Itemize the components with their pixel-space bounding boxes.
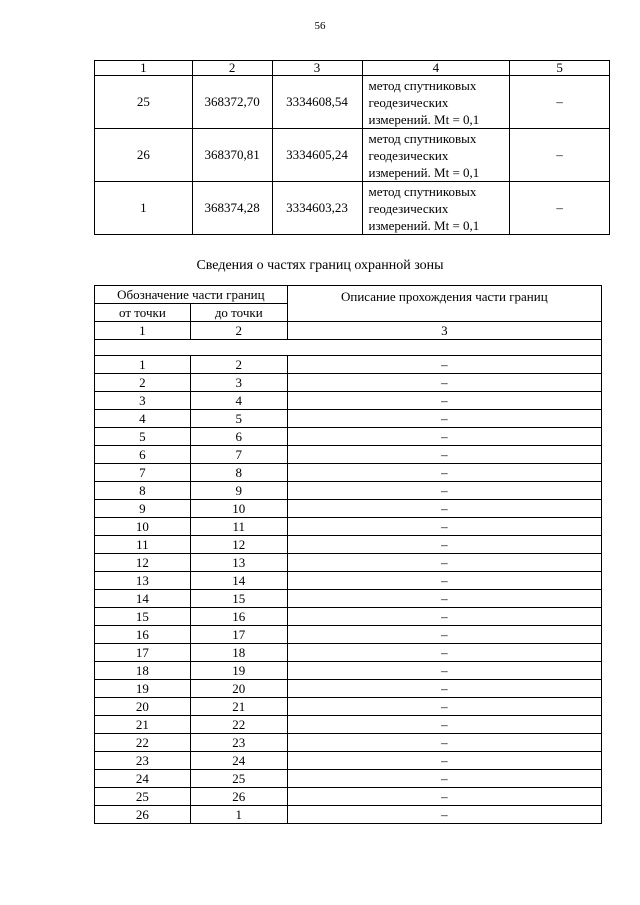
table-row: [95, 518, 602, 536]
column-number-5: 5: [510, 61, 610, 76]
boundary-description: –: [287, 482, 601, 500]
boundary-description: –: [287, 356, 601, 374]
to-point: 20: [190, 680, 287, 698]
boundary-description: –: [287, 662, 601, 680]
table-row: [95, 644, 602, 662]
from-point: 8: [95, 482, 191, 500]
boundary-description: –: [287, 788, 601, 806]
table-row: [95, 410, 602, 428]
table-row: [95, 572, 602, 590]
page-number: 56: [314, 20, 326, 32]
boundary-description: –: [287, 806, 601, 824]
table-row: [95, 770, 602, 788]
point-number: 26: [95, 129, 193, 182]
point-number: 25: [95, 76, 193, 129]
to-point: 21: [190, 698, 287, 716]
from-point-header: от точки: [95, 304, 191, 322]
boundary-description: –: [287, 608, 601, 626]
from-point: 25: [95, 788, 191, 806]
to-point: 26: [190, 788, 287, 806]
table-row: [95, 392, 602, 410]
table-row: [95, 752, 602, 770]
from-point: 10: [95, 518, 191, 536]
table-row: [95, 554, 602, 572]
coordinate-y: 3334603,23: [272, 182, 362, 235]
from-point: 11: [95, 536, 191, 554]
boundary-description: –: [287, 464, 601, 482]
boundary-description: –: [287, 392, 601, 410]
to-point: 17: [190, 626, 287, 644]
boundary-parts-table: [94, 285, 602, 824]
coordinate-y: 3334605,24: [272, 129, 362, 182]
column-number-3: 3: [287, 322, 601, 340]
boundary-description: –: [287, 716, 601, 734]
boundary-description: –: [287, 644, 601, 662]
to-point: 3: [190, 374, 287, 392]
from-point: 18: [95, 662, 191, 680]
boundary-description: –: [287, 410, 601, 428]
from-point: 17: [95, 644, 191, 662]
from-point: 20: [95, 698, 191, 716]
table-row: [95, 182, 610, 235]
table-row: [95, 608, 602, 626]
boundary-description: –: [287, 590, 601, 608]
table-row: [95, 626, 602, 644]
table-row: [95, 446, 602, 464]
method-line: измерений. Mt = 0,1: [368, 217, 480, 233]
table-row: [95, 129, 610, 182]
coordinate-x: 368374,28: [192, 182, 272, 235]
from-point: 13: [95, 572, 191, 590]
table-row: [95, 680, 602, 698]
from-point: 23: [95, 752, 191, 770]
boundary-description: –: [287, 446, 601, 464]
from-point: 4: [95, 410, 191, 428]
to-point: 13: [190, 554, 287, 572]
from-point: 16: [95, 626, 191, 644]
to-point: 15: [190, 590, 287, 608]
boundary-part-designation-header: Обозначение части границ: [95, 286, 288, 304]
from-point: 21: [95, 716, 191, 734]
from-point: 26: [95, 806, 191, 824]
boundary-description: –: [287, 752, 601, 770]
boundary-description: –: [287, 626, 601, 644]
from-point: 14: [95, 590, 191, 608]
boundary-description: –: [287, 572, 601, 590]
table-row: [95, 590, 602, 608]
to-point: 18: [190, 644, 287, 662]
column-number-1: 1: [95, 61, 193, 76]
from-point: 5: [95, 428, 191, 446]
from-point: 22: [95, 734, 191, 752]
to-point: 8: [190, 464, 287, 482]
method-line: геодезических: [368, 94, 449, 110]
column-5-value: –: [510, 76, 610, 129]
table-row: [95, 374, 602, 392]
from-point: 9: [95, 500, 191, 518]
coordinate-y: 3334608,54: [272, 76, 362, 129]
table-row: [95, 356, 602, 374]
method-line: геодезических: [368, 147, 449, 163]
to-point: 19: [190, 662, 287, 680]
from-point: 24: [95, 770, 191, 788]
from-point: 19: [95, 680, 191, 698]
column-number-2: 2: [190, 322, 287, 340]
boundary-description: –: [287, 770, 601, 788]
blank-cell: [95, 340, 602, 356]
section-caption: Сведения о частях границ охранной зоны: [196, 258, 444, 273]
from-point: 3: [95, 392, 191, 410]
to-point: 11: [190, 518, 287, 536]
table-row: [95, 788, 602, 806]
method-line: метод спутниковых: [368, 183, 477, 199]
to-point: 25: [190, 770, 287, 788]
group-header-row: [95, 286, 602, 304]
method-line: метод спутниковых: [368, 77, 477, 93]
boundary-description: –: [287, 518, 601, 536]
to-point: 2: [190, 356, 287, 374]
to-point: 16: [190, 608, 287, 626]
table-row: [95, 76, 610, 129]
column-number-1: 1: [95, 322, 191, 340]
to-point: 14: [190, 572, 287, 590]
to-point: 9: [190, 482, 287, 500]
to-point: 24: [190, 752, 287, 770]
table-row: [95, 482, 602, 500]
to-point: 23: [190, 734, 287, 752]
from-point: 2: [95, 374, 191, 392]
table-row: [95, 716, 602, 734]
column-number-3: 3: [272, 61, 362, 76]
table-row: [95, 662, 602, 680]
boundary-description: –: [287, 680, 601, 698]
coordinates-table: [94, 60, 610, 235]
method-description: [362, 76, 510, 129]
boundary-description: –: [287, 500, 601, 518]
from-point: 6: [95, 446, 191, 464]
blank-row: [95, 340, 602, 356]
from-point: 7: [95, 464, 191, 482]
method-line: геодезических: [368, 200, 449, 216]
coordinate-x: 368372,70: [192, 76, 272, 129]
coordinates-header-row: [95, 61, 610, 76]
boundary-description: –: [287, 374, 601, 392]
table-row: [95, 500, 602, 518]
column-5-value: –: [510, 182, 610, 235]
table-row: [95, 464, 602, 482]
boundary-description: –: [287, 554, 601, 572]
to-point: 12: [190, 536, 287, 554]
column-5-value: –: [510, 129, 610, 182]
boundary-description: –: [287, 698, 601, 716]
boundary-description: –: [287, 428, 601, 446]
to-point-header: до точки: [190, 304, 287, 322]
column-numbers-row: [95, 322, 602, 340]
coordinate-x: 368370,81: [192, 129, 272, 182]
boundary-description: –: [287, 536, 601, 554]
method-line: измерений. Mt = 0,1: [368, 164, 480, 180]
boundary-description-header: Описание прохождения части границ: [287, 286, 601, 322]
table-row: [95, 806, 602, 824]
boundary-description: –: [287, 734, 601, 752]
from-point: 12: [95, 554, 191, 572]
to-point: 1: [190, 806, 287, 824]
column-number-2: 2: [192, 61, 272, 76]
table-row: [95, 536, 602, 554]
method-description: [362, 129, 510, 182]
to-point: 22: [190, 716, 287, 734]
to-point: 7: [190, 446, 287, 464]
method-line: метод спутниковых: [368, 130, 477, 146]
to-point: 4: [190, 392, 287, 410]
to-point: 10: [190, 500, 287, 518]
to-point: 6: [190, 428, 287, 446]
table-row: [95, 428, 602, 446]
method-line: измерений. Mt = 0,1: [368, 111, 480, 127]
method-description: [362, 182, 510, 235]
table-row: [95, 698, 602, 716]
to-point: 5: [190, 410, 287, 428]
point-number: 1: [95, 182, 193, 235]
table-row: [95, 734, 602, 752]
from-point: 1: [95, 356, 191, 374]
from-point: 15: [95, 608, 191, 626]
column-number-4: 4: [362, 61, 510, 76]
